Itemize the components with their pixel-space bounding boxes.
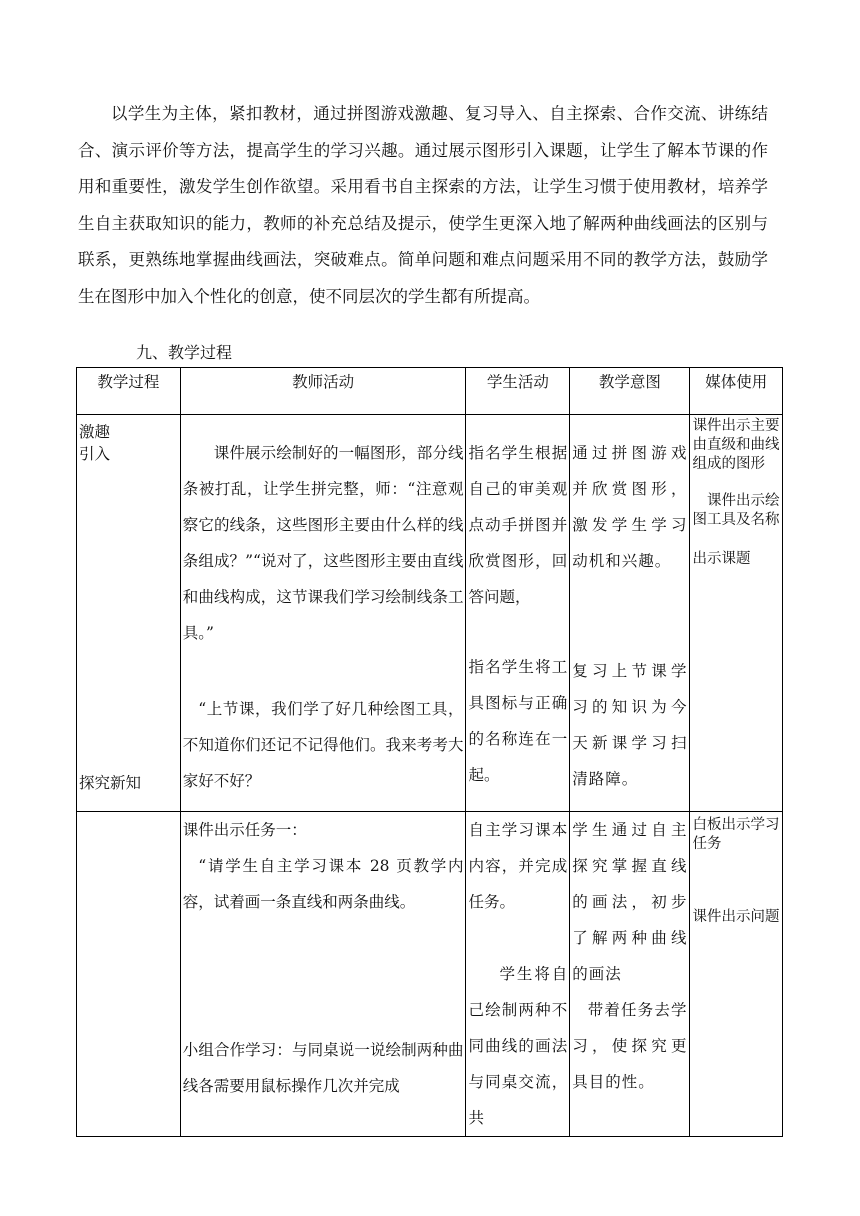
teacher-activity-cell bbox=[180, 812, 466, 1137]
intro-paragraph: 以学生为主体，紧扣教材，通过拼图游戏激趣、复习导入、自主探索、合作交流、讲练结合、演示评价等方法，提高学生的学习兴趣。通过展示图形引入课题，让学生了解本节课的作用和重要性，激发学生创作欲望。采用看书自主探索的方法，让学生习惯于使用教材，培养学生自主获取知识的能力，教师的补充总结及提示，使学生更深入地了解两种曲线画法的区别与联系，更熟练地掌握曲线画法，突破难点。简单问题和难点问题采用不同的教学方法，鼓励学生在图形中加入个性化的创意，使不同层次的学生都有所提高。 bbox=[78, 104, 768, 306]
teacher-activity-text: 小组合作学习：与同桌说一说绘制两种曲线各需要用鼠标操作几次并完成 bbox=[182, 1041, 464, 1095]
header-teaching-intent: 教学意图 bbox=[570, 368, 690, 415]
student-activity-text: 自主学习课本内容，并完成任务。 bbox=[468, 821, 568, 911]
teacher-activity-text: 课件出示任务一： bbox=[182, 821, 307, 839]
table-row bbox=[77, 812, 783, 1137]
student-activity-text: 指名学生将工具图标与正确的名称连在一起。 bbox=[468, 658, 568, 784]
section-heading: 九、教学过程 bbox=[136, 343, 233, 362]
stage-label-line1: 探究新知 bbox=[79, 774, 142, 792]
teacher-activity-text: 课件展示绘制好的一幅图形，部分线条被打乱，让学生拼完整，师：“注意观察它的线条，这些图形主要由什么样的线条组成？”“说对了，这些图形主要由直线和曲线构成，这节课我们学习绘制线条工具。” bbox=[182, 444, 464, 642]
media-use-text: 出示课题 bbox=[692, 551, 751, 567]
teaching-intent-text: 复习上节课学习的知识为今天新课学习扫清路障。 bbox=[572, 662, 688, 788]
stage-label-line1: 激趣 bbox=[79, 423, 111, 441]
media-use-text: 课件出示问题 bbox=[692, 909, 780, 925]
stage-cell bbox=[77, 774, 181, 1137]
teacher-activity-text: “请学生自主学习课本 28 页教学内容，试着画一条直线和两条曲线。 bbox=[182, 857, 464, 911]
media-use-cell bbox=[690, 812, 783, 1137]
table-row bbox=[77, 415, 783, 812]
media-use-cell bbox=[690, 415, 783, 812]
teacher-activity-text: “上节课，我们学了好几种绘图工具，不知道你们还记不记得他们。我来考考大家好不好？ bbox=[182, 700, 464, 790]
teaching-intent-text: 学生通过自主探究掌握直线的画法，初步了解两种曲线的画法 bbox=[572, 821, 688, 983]
teaching-intent-text: 带着任务去学习，使探究更具目的性。 bbox=[572, 1001, 688, 1091]
teaching-process-table bbox=[76, 367, 783, 1137]
header-teacher-activity: 教师活动 bbox=[180, 368, 466, 415]
teaching-intent-cell bbox=[570, 415, 690, 812]
student-activity-text: 指名学生根据自己的审美观点动手拼图并欣赏图形，回答问题， bbox=[468, 444, 568, 606]
media-use-text: 课件出示主要由直级和曲线组成的图形 bbox=[692, 418, 780, 472]
student-activity-cell bbox=[466, 812, 570, 1137]
header-media-use: 媒体使用 bbox=[690, 368, 783, 415]
header-student-activity: 学生活动 bbox=[466, 368, 570, 415]
stage-label-line2: 引入 bbox=[79, 445, 111, 463]
header-stage: 教学过程 bbox=[77, 368, 181, 415]
student-activity-cell bbox=[466, 415, 570, 812]
stage-cell bbox=[77, 415, 181, 812]
student-activity-text: 学生将自己绘制两种不同曲线的画法与同桌交流，共 bbox=[468, 965, 568, 1127]
teacher-activity-cell bbox=[180, 415, 466, 812]
media-use-text: 课件出示绘图工具及名称 bbox=[692, 493, 780, 528]
teaching-intent-cell bbox=[570, 812, 690, 1137]
table-header-row bbox=[77, 368, 783, 415]
teaching-intent-text: 通过拼图游戏并欣赏图形，激发学生学习动机和兴趣。 bbox=[572, 444, 688, 570]
media-use-text: 白板出示学习任务 bbox=[692, 817, 780, 852]
